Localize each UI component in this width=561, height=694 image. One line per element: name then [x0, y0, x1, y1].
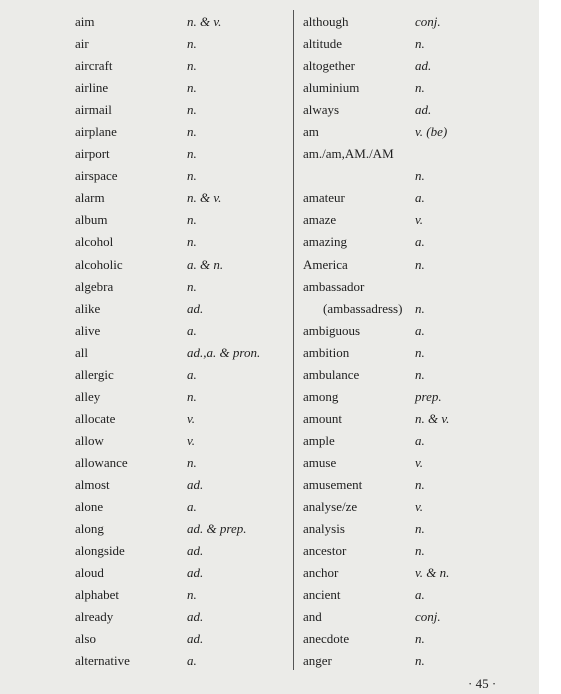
word-entry [303, 430, 533, 452]
headword: airmail [75, 102, 112, 118]
headword: ancient [303, 587, 341, 603]
headword: amaze [303, 212, 337, 228]
headword: analyse/ze [303, 499, 358, 515]
part-of-speech: n. [415, 256, 425, 272]
part-of-speech: prep. [415, 388, 442, 404]
word-entry [75, 606, 285, 628]
part-of-speech: n. [415, 476, 425, 492]
headword: America [303, 256, 348, 272]
word-entry [303, 55, 533, 77]
word-entry [303, 143, 533, 165]
word-entry [303, 408, 533, 430]
part-of-speech: a. [187, 653, 197, 669]
part-of-speech: a. [187, 322, 197, 338]
part-of-speech: ad. [187, 631, 204, 647]
word-entry [303, 298, 533, 320]
headword: also [75, 631, 96, 647]
headword: alike [75, 300, 101, 316]
part-of-speech: n. & v. [187, 14, 222, 29]
part-of-speech: n. [415, 344, 425, 360]
word-entry [75, 628, 285, 650]
word-entry [303, 276, 533, 298]
headword: (ambassadress) [323, 300, 403, 316]
word-entry [75, 121, 285, 143]
part-of-speech: n. [187, 146, 197, 162]
headword: ambition [303, 344, 350, 360]
part-of-speech: n. [415, 521, 425, 537]
part-of-speech: n. [187, 102, 197, 118]
part-of-speech: ad. [187, 609, 204, 625]
part-of-speech: n. [415, 631, 425, 647]
left-word-column [75, 11, 285, 672]
headword: anchor [303, 565, 339, 581]
word-entry [75, 276, 285, 298]
headword: altitude [303, 36, 342, 52]
word-entry [75, 386, 285, 408]
headword: allow [75, 432, 104, 448]
headword: among [303, 388, 339, 404]
word-entry [75, 320, 285, 342]
word-entry [75, 540, 285, 562]
headword: airspace [75, 168, 118, 184]
page-margin [539, 0, 561, 694]
word-entry [75, 430, 285, 452]
part-of-speech: n. [415, 168, 425, 184]
word-entry [303, 364, 533, 386]
headword: amuse [303, 454, 337, 470]
word-entry [303, 584, 533, 606]
page-number: · 45 · [468, 676, 497, 691]
headword: aluminium [303, 80, 360, 96]
part-of-speech: n. [187, 454, 197, 470]
word-entry [303, 165, 533, 187]
headword: always [303, 102, 340, 118]
part-of-speech: a. & n. [187, 256, 224, 272]
word-entry [303, 518, 533, 540]
word-entry [75, 650, 285, 672]
word-entry [303, 77, 533, 99]
word-entry [303, 254, 533, 276]
headword: alternative [75, 653, 130, 669]
part-of-speech: ad. [187, 543, 204, 559]
word-entry [75, 364, 285, 386]
part-of-speech: v. [415, 454, 424, 470]
word-entry [303, 496, 533, 518]
part-of-speech: ad.,a. & pron. [187, 344, 261, 360]
word-entry [75, 474, 285, 496]
headword: ample [303, 432, 335, 448]
headword: ambiguous [303, 322, 361, 338]
headword: air [75, 36, 89, 52]
part-of-speech: n. [415, 80, 425, 96]
word-entry [75, 584, 285, 606]
headword: algebra [75, 278, 114, 294]
word-entry [303, 628, 533, 650]
headword: along [75, 521, 104, 537]
part-of-speech: n. [415, 300, 425, 316]
part-of-speech: conj. [415, 14, 441, 29]
word-entry [75, 518, 285, 540]
part-of-speech: n. [415, 543, 425, 559]
part-of-speech: ad. [187, 565, 204, 581]
headword: alongside [75, 543, 125, 559]
word-entry [303, 121, 533, 143]
word-entry [75, 77, 285, 99]
word-entry [75, 496, 285, 518]
word-entry [75, 562, 285, 584]
part-of-speech: v. (be) [415, 124, 448, 140]
word-entry [303, 650, 533, 672]
part-of-speech: n. [187, 587, 197, 603]
headword: allocate [75, 410, 116, 426]
part-of-speech: a. [415, 587, 425, 603]
part-of-speech: conj. [415, 609, 441, 625]
headword: and [303, 609, 322, 625]
part-of-speech: n. [187, 58, 197, 74]
word-entry [303, 386, 533, 408]
part-of-speech: n. [415, 36, 425, 52]
part-of-speech: ad. [415, 102, 432, 118]
word-entry [303, 33, 533, 55]
part-of-speech: n. [187, 212, 197, 228]
headword: although [303, 14, 349, 29]
part-of-speech: n. [187, 388, 197, 404]
part-of-speech: v. [415, 499, 424, 515]
word-entry [75, 298, 285, 320]
column-divider [293, 10, 294, 670]
headword: aircraft [75, 58, 113, 74]
word-entry [75, 55, 285, 77]
word-entry [303, 540, 533, 562]
headword: all [75, 344, 88, 360]
word-entry [75, 165, 285, 187]
headword: am [303, 124, 319, 140]
word-entry [75, 33, 285, 55]
part-of-speech: a. [415, 322, 425, 338]
part-of-speech: a. [415, 432, 425, 448]
part-of-speech: ad. [187, 300, 204, 316]
word-entry [303, 562, 533, 584]
headword: alley [75, 388, 101, 404]
word-entry [75, 143, 285, 165]
headword: airline [75, 80, 109, 96]
part-of-speech: n. [187, 80, 197, 96]
headword: almost [75, 476, 110, 492]
word-entry [75, 99, 285, 121]
headword: amazing [303, 234, 348, 250]
part-of-speech: a. [415, 234, 425, 250]
headword: aloud [75, 565, 104, 581]
headword: aim [75, 14, 95, 29]
part-of-speech: ad. & prep. [187, 521, 247, 537]
headword: am./am,AM./AM [303, 146, 394, 162]
part-of-speech: n. [415, 366, 425, 382]
word-entry [75, 187, 285, 209]
part-of-speech: n. [187, 36, 197, 52]
headword: alarm [75, 190, 105, 206]
word-entry [303, 320, 533, 342]
word-entry [303, 452, 533, 474]
headword: anger [303, 653, 332, 669]
word-entry [75, 209, 285, 231]
part-of-speech: a. [187, 366, 197, 382]
part-of-speech: v. [415, 212, 424, 228]
part-of-speech: v. [187, 410, 196, 426]
word-entry [75, 254, 285, 276]
headword: airplane [75, 124, 117, 140]
headword: amount [303, 410, 342, 426]
part-of-speech: n. [187, 124, 197, 140]
headword: altogether [303, 58, 355, 74]
headword: ambulance [303, 366, 360, 382]
headword: allowance [75, 454, 128, 470]
headword: ancestor [303, 543, 347, 559]
headword: amateur [303, 190, 345, 206]
word-entry [75, 452, 285, 474]
word-entry [75, 11, 285, 33]
part-of-speech: ad. [415, 58, 432, 74]
headword: album [75, 212, 108, 228]
part-of-speech: ad. [187, 476, 204, 492]
word-entry [303, 606, 533, 628]
part-of-speech: v. [187, 432, 196, 448]
word-entry [303, 99, 533, 121]
headword: analysis [303, 521, 345, 537]
part-of-speech: v. & n. [415, 565, 450, 581]
part-of-speech: n. & v. [187, 190, 222, 206]
headword: ambassador [303, 278, 365, 294]
word-entry [75, 342, 285, 364]
headword: alphabet [75, 587, 120, 603]
headword: alcohol [75, 234, 114, 250]
word-entry [303, 209, 533, 231]
headword: alive [75, 322, 101, 338]
headword: allergic [75, 366, 114, 382]
part-of-speech: n. [187, 278, 197, 294]
word-entry [303, 474, 533, 496]
word-entry [75, 231, 285, 253]
headword: airport [75, 146, 110, 162]
headword: alcoholic [75, 256, 123, 272]
headword: amusement [303, 476, 363, 492]
word-entry [303, 187, 533, 209]
part-of-speech: a. [415, 190, 425, 206]
headword: alone [75, 499, 104, 515]
headword: already [75, 609, 114, 625]
right-word-column [303, 11, 533, 672]
headword: anecdote [303, 631, 350, 647]
part-of-speech: n. [415, 653, 425, 669]
part-of-speech: n. [187, 168, 197, 184]
part-of-speech: n. [187, 234, 197, 250]
word-entry [303, 11, 533, 33]
word-entry [75, 408, 285, 430]
part-of-speech: n. & v. [415, 410, 450, 426]
word-entry [303, 231, 533, 253]
word-entry [303, 342, 533, 364]
part-of-speech: a. [187, 499, 197, 515]
